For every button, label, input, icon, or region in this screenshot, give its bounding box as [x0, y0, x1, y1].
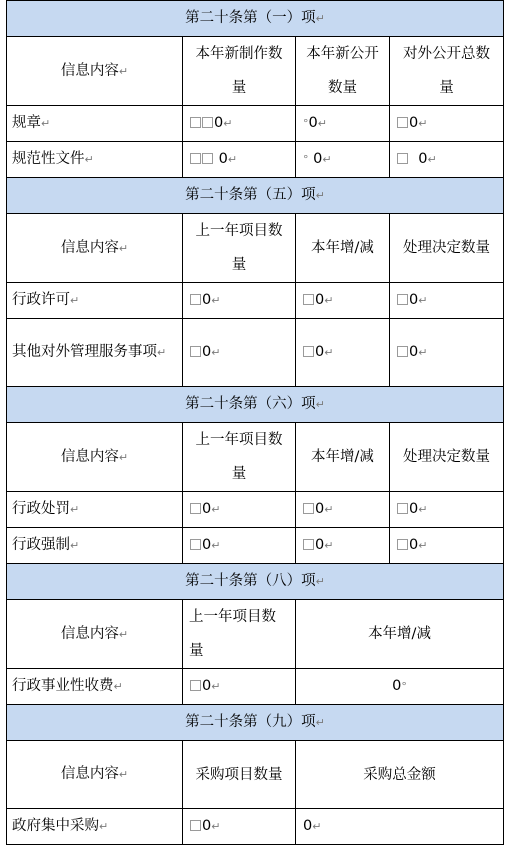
placeholder-box — [397, 503, 408, 514]
value-cell: 0↵ — [183, 106, 296, 142]
header-cell: 处理决定数量 — [390, 214, 504, 283]
header-cell: 本年增/减 — [296, 214, 390, 283]
section-title: 第二十条第（一）项↵ — [7, 1, 504, 37]
placeholder-box — [190, 294, 201, 305]
header-cell: 信息内容↵ — [7, 37, 183, 106]
row-label: 行政强制↵ — [7, 528, 183, 564]
header-cell: 上一年项目数量 — [183, 600, 296, 669]
header-cell: 上一年项目数量 — [183, 214, 296, 283]
section-title: 第二十条第（五）项↵ — [7, 178, 504, 214]
header-cell: 采购总金额 — [296, 741, 504, 809]
value-cell: 0↵ — [296, 809, 504, 845]
value-cell: 0↵ — [183, 809, 296, 845]
section-title: 第二十条第（六）项↵ — [7, 387, 504, 423]
header-cell: 信息内容↵ — [7, 741, 183, 809]
value-cell: 0↵ — [296, 283, 390, 319]
placeholder-box — [190, 346, 201, 357]
value-cell: 0↵ — [183, 283, 296, 319]
header-cell: 对外公开总数量 — [390, 37, 504, 106]
row-label: 规范性文件↵ — [7, 142, 183, 178]
placeholder-box — [397, 346, 408, 357]
value-cell: ° 0↵ — [296, 142, 390, 178]
placeholder-box — [397, 117, 408, 128]
value-cell: 0↵ — [183, 492, 296, 528]
value-cell: 0↵ — [183, 528, 296, 564]
header-cell: 本年增/减 — [296, 600, 504, 669]
row-label: 政府集中采购↵ — [7, 809, 183, 845]
header-cell: 信息内容↵ — [7, 423, 183, 492]
header-cell: 处理决定数量 — [390, 423, 504, 492]
value-cell: 0↵ — [183, 319, 296, 387]
value-cell: 0↵ — [390, 283, 504, 319]
section-title: 第二十条第（九）项↵ — [7, 705, 504, 741]
value-cell: 0↵ — [390, 106, 504, 142]
header-cell: 信息内容↵ — [7, 600, 183, 669]
value-cell: 0↵ — [390, 319, 504, 387]
row-label: 规章↵ — [7, 106, 183, 142]
placeholder-box — [397, 539, 408, 550]
row-label: 其他对外管理服务事项↵ — [7, 319, 183, 387]
placeholder-box — [303, 503, 314, 514]
value-cell: 0° — [296, 669, 504, 705]
row-label: 行政事业性收费↵ — [7, 669, 183, 705]
header-cell: 信息内容↵ — [7, 214, 183, 283]
value-cell: 0↵ — [390, 492, 504, 528]
header-cell: 采购项目数量 — [183, 741, 296, 809]
placeholder-box — [397, 153, 408, 164]
placeholder-box — [190, 503, 201, 514]
placeholder-box — [303, 346, 314, 357]
value-cell: 0↵ — [296, 319, 390, 387]
placeholder-box — [190, 539, 201, 550]
placeholder-box — [397, 294, 408, 305]
disclosure-table — [6, 0, 504, 845]
section-title: 第二十条第（八）项↵ — [7, 564, 504, 600]
row-label: 行政许可↵ — [7, 283, 183, 319]
header-cell: 本年新制作数量 — [183, 37, 296, 106]
value-cell: 0↵ — [183, 142, 296, 178]
placeholder-box — [202, 153, 213, 164]
value-cell: 0↵ — [183, 669, 296, 705]
row-label: 行政处罚↵ — [7, 492, 183, 528]
value-cell: 0↵ — [390, 528, 504, 564]
value-cell: 0↵ — [296, 492, 390, 528]
value-cell: 0↵ — [296, 528, 390, 564]
placeholder-box — [190, 680, 201, 691]
header-cell: 上一年项目数量 — [183, 423, 296, 492]
value-cell: 0↵ — [390, 142, 504, 178]
placeholder-box — [303, 294, 314, 305]
header-cell: 本年新公开数量 — [296, 37, 390, 106]
placeholder-box — [190, 153, 201, 164]
value-cell: °0↵ — [296, 106, 390, 142]
placeholder-box — [303, 539, 314, 550]
header-cell: 本年增/减 — [296, 423, 390, 492]
placeholder-box — [190, 117, 201, 128]
placeholder-box — [202, 117, 213, 128]
